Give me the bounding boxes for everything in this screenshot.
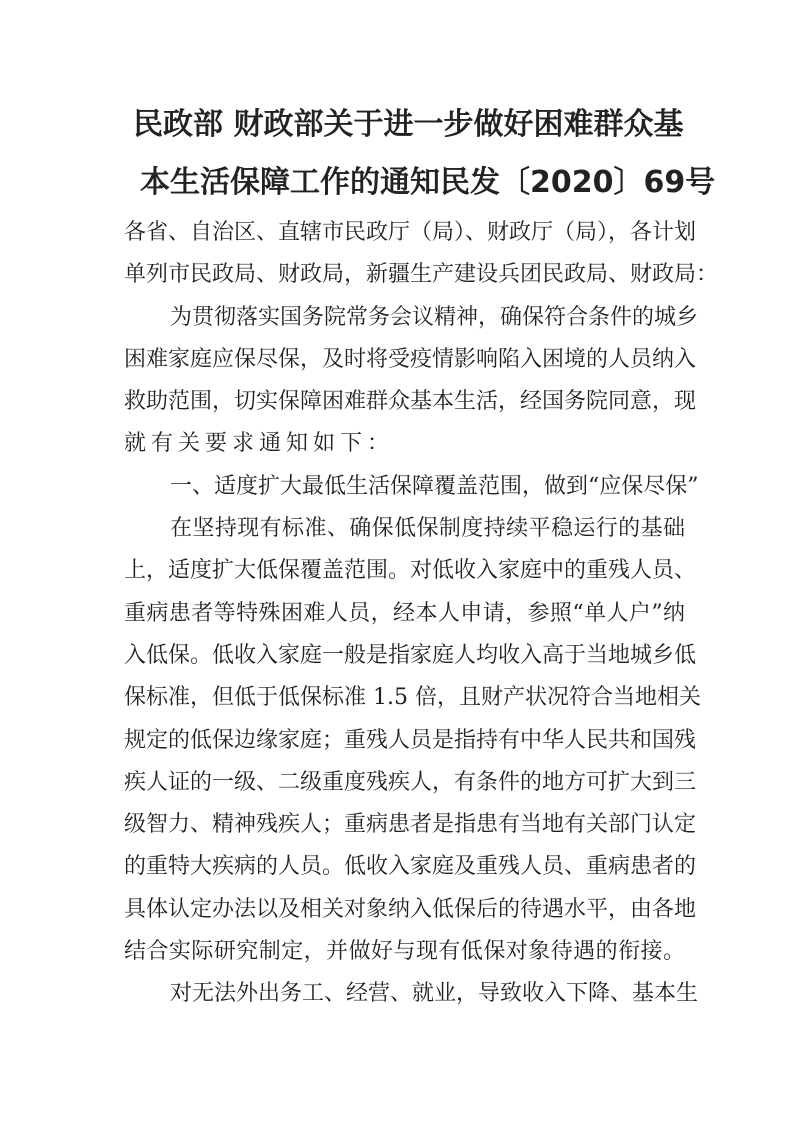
paragraph-line: 具体认定办法以及相关对象纳入低保后的待遇水平，由各地 bbox=[124, 896, 697, 922]
paragraph-line: 为贯彻落实国务院常务会议精神，确保符合条件的城乡 bbox=[170, 304, 699, 330]
section-heading: 一、适度扩大最低生活保障覆盖范围，做到“应保尽保” bbox=[170, 473, 699, 499]
paragraph-line: 的重特大疾病的人员。低收入家庭及重残人员、重病患者的 bbox=[124, 854, 697, 880]
document-title-line-1: 民政部 财政部关于进一步做好困难群众基 bbox=[133, 107, 684, 142]
paragraph-line: 入低保。低收入家庭一般是指家庭人均收入高于当地城乡低 bbox=[124, 642, 697, 668]
paragraph-line: 对无法外出务工、经营、就业，导致收入下降、基本生 bbox=[170, 981, 699, 1007]
paragraph-line: 就有关要求通知如下： bbox=[124, 431, 395, 457]
paragraph-line: 保标准，但低于低保标准 1.5 倍，且财产状况符合当地相关 bbox=[124, 685, 701, 711]
document-body bbox=[124, 212, 719, 1016]
document-title-line-2: 本生活保障工作的通知民发〔2020〕69号 bbox=[140, 165, 716, 200]
paragraph-line: 上，适度扩大低保覆盖范围。对低收入家庭中的重残人员、 bbox=[124, 558, 697, 584]
paragraph-line: 救助范围，切实保障困难群众基本生活，经国务院同意，现 bbox=[124, 389, 697, 415]
addressee-line: 各省、自治区、直辖市民政厅（局）、财政厅（局），各计划 bbox=[124, 220, 697, 245]
paragraph-line: 结合实际研究制定，并做好与现有低保对象待遇的衔接。 bbox=[124, 939, 685, 965]
paragraph-line: 困难家庭应保尽保，及时将受疫情影响陷入困境的人员纳入 bbox=[124, 346, 697, 372]
paragraph-line: 在坚持现有标准、确保低保制度持续平稳运行的基础 bbox=[170, 516, 685, 542]
paragraph-line: 级智力、精神残疾人；重病患者是指患有当地有关部门认定 bbox=[124, 812, 697, 838]
paragraph-line: 重病患者等特殊困难人员，经本人申请，参照“单人户”纳 bbox=[124, 600, 685, 626]
paragraph-line: 规定的低保边缘家庭；重残人员是指持有中华人民共和国残 bbox=[124, 727, 697, 753]
addressee-line: 单列市民政局、财政局，新疆生产建设兵团民政局、财政局： bbox=[124, 262, 719, 288]
paragraph-line: 疾人证的一级、二级重度残疾人，有条件的地方可扩大到三 bbox=[124, 769, 697, 795]
